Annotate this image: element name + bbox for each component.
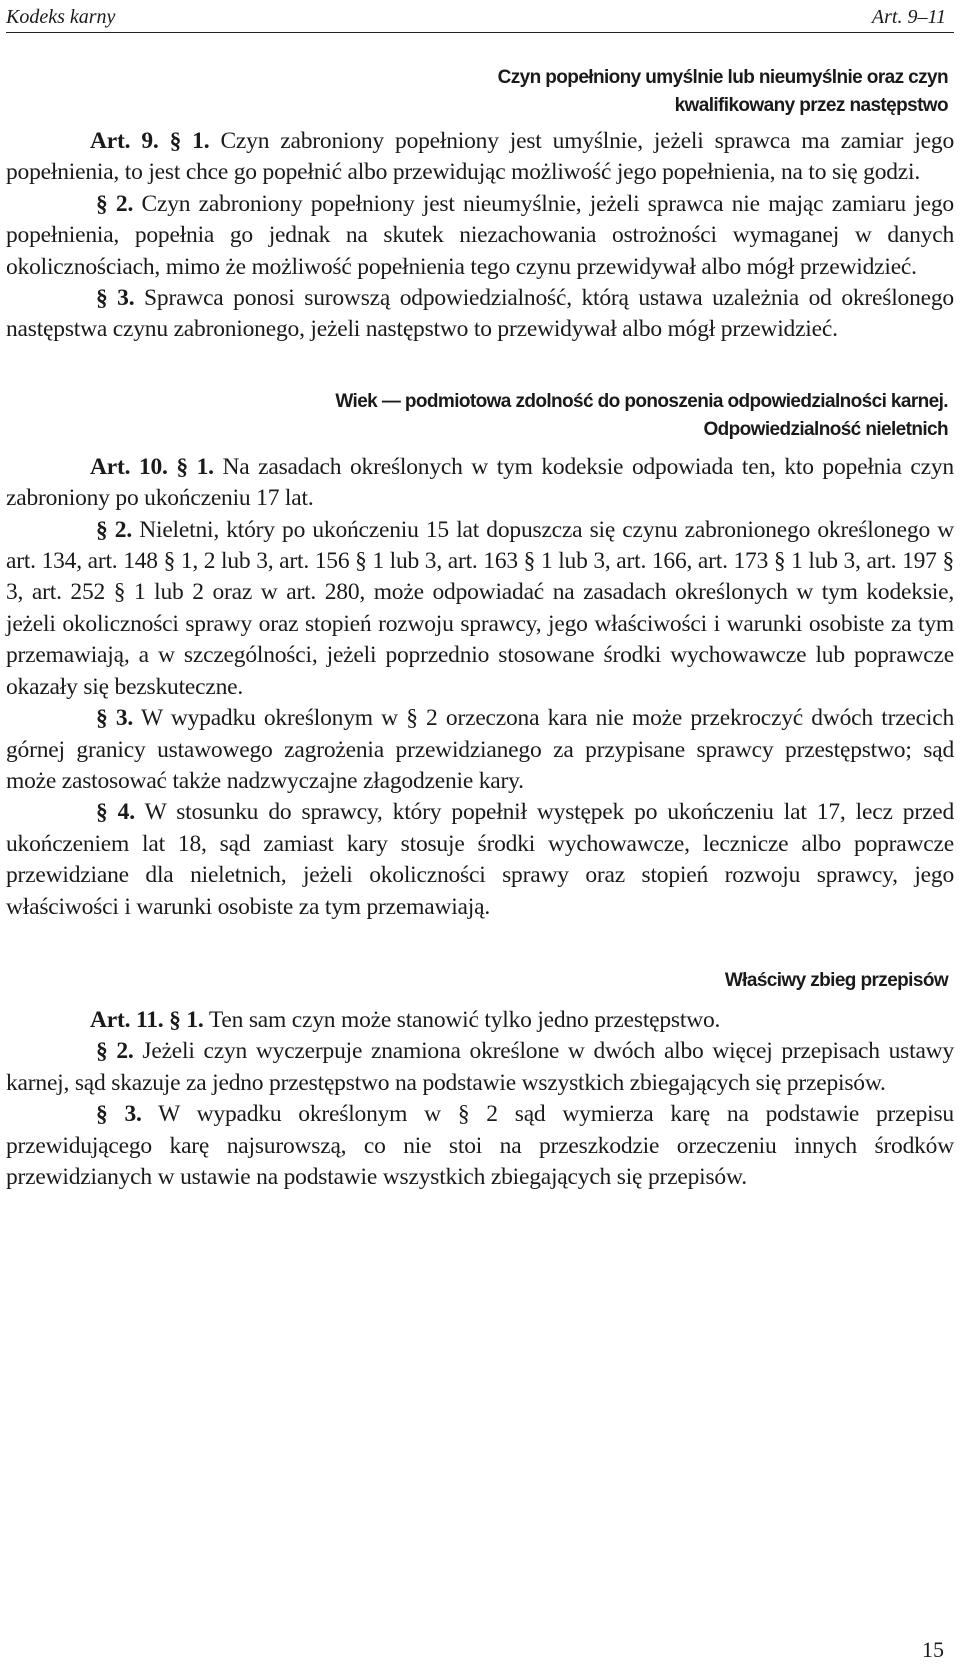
article-11-lead: Art. 11. § 1.: [90, 1006, 204, 1033]
article-10-section-2-text: Nieletni, który po ukończeniu 15 lat dopuszcza się czynu zabronionego określonego w art. 134, art. 148 § 1, 2 lub 3, art. 156 § 1 lub 3, art. 163 § 1 lub 3, art. 166, art. 173 § 1 lub 3, art. 197 § 3, art. 252 § 1 lub 2 oraz w art. 280, może odpowiadać na zasadach określonych w tym kodeksie, jeżeli okoliczności sprawy oraz stopień rozwoju sprawcy, jego właściwości i warunki osobiste za tym przemawiają, a w szczególności, jeżeli poprzednio stosowane środki wychowawcze lub poprawcze okazały się bezskuteczne.: [6, 516, 954, 700]
article-10-section-4: [6, 797, 954, 923]
article-10-heading-line-1: Wiek — podmiotowa zdolność do ponoszenia odpowiedzialności karnej.: [335, 390, 948, 412]
article-11-heading-line-1: Właściwy zbieg przepisów: [724, 969, 948, 991]
article-9-heading: [6, 64, 954, 120]
article-9-section-2: [6, 189, 954, 283]
article-9-section-2-number: § 2.: [96, 190, 134, 217]
article-11-section-2: [6, 1036, 954, 1099]
article-10-section-2: [6, 515, 954, 703]
article-10-heading-line-2: Odpowiedzialność nieletnich: [703, 418, 948, 440]
article-10-section-1-text: Na zasadach określonych w tym kodeksie odpowiada ten, kto popełnia czyn zabroniony po ukończeniu 17 lat.: [6, 453, 954, 512]
article-11-section-2-number: § 2.: [96, 1038, 134, 1065]
article-9-section-1-text: Czyn zabroniony popełniony jest umyślnie, jeżeli sprawca ma zamiar jego popełnienia, to jest chce go popełnić albo przewidując możliwość jego popełnienia, na to się godzi.: [6, 128, 954, 186]
article-10-section-2-number: § 2.: [96, 516, 132, 543]
article-11-section-3: [6, 1099, 954, 1193]
article-9-section-3-number: § 3.: [96, 285, 135, 312]
article-9-section-1: [6, 126, 954, 189]
article-9-heading-line-1: Czyn popełniony umyślnie lub nieumyślnie oraz czyn: [497, 67, 948, 88]
article-11-section-1: [6, 1005, 954, 1036]
article-11-heading: [6, 967, 954, 995]
article-10-section-4-text: W stosunku do sprawcy, który popełnił występek po ukończeniu lat 17, lecz przed ukończeniem lat 18, sąd zamiast kary stosuje środki wychowawcze, lecznicze albo poprawcze przewidziane dla nieletnich, jeżeli okoliczności sprawy oraz stopień rozwoju sprawcy, jego właściwości i warunki osobiste za tym przemawiają.: [6, 799, 954, 920]
article-9-section-3-text: Sprawca ponosi surowszą odpowiedzialność, którą ustawa uzależnia od określonego następstwa czynu zabronionego, jeżeli następstwo to przewidywał albo mógł przewidzieć.: [6, 285, 954, 343]
article-11-section-3-text: W wypadku określonym w § 2 sąd wymierza karę na podstawie przepisu przewidującego karę najsurowszą, co nie stoi na przeszkodzie orzeczeniu innych środków przewidzianych w ustawie na podstawie wszystkich zbiegających się przepisów.: [6, 1101, 954, 1190]
article-10-section-3: [6, 703, 954, 797]
article-10-section-3-number: § 3.: [96, 705, 134, 732]
article-9-section-2-text: Czyn zabroniony popełniony jest nieumyślnie, jeżeli sprawca nie mając zamiaru jego popełnienia, popełnia go jednak na skutek niezachowania ostrożności wymaganej w danych okolicznościach, mimo że możliwość popełnienia tego czynu przewidywał albo mógł przewidzieć.: [6, 190, 954, 280]
article-11-section-3-number: § 3.: [96, 1101, 142, 1128]
article-11-section-1-text: Ten sam czyn może stanowić tylko jedno przestępstwo.: [208, 1006, 721, 1033]
running-header: [6, 4, 954, 33]
article-10-section-3-text: W wypadku określonym w § 2 orzeczona kara nie może przekroczyć dwóch trzecich górnej granicy ustawowego zagrożenia przewidzianego za przypisane sprawcy przestępstwo; sąd może zastosować także nadzwyczajne złagodzenie kary.: [6, 705, 954, 794]
article-9-heading-line-2: kwalifikowany przez następstwo: [674, 95, 948, 116]
article-9-section-3: [6, 283, 954, 346]
article-10-section-1: [6, 452, 954, 515]
article-9-lead: Art. 9. § 1.: [90, 128, 210, 154]
header-article-range: Art. 9–11: [871, 6, 946, 28]
article-10-section-4-number: § 4.: [96, 799, 135, 826]
article-10-heading: [6, 388, 954, 444]
page-content: [6, 64, 954, 1193]
article-10-lead: Art. 10. § 1.: [90, 453, 214, 480]
page-number: 15: [922, 1637, 944, 1662]
header-title: Kodeks karny: [6, 6, 116, 28]
article-11-section-2-text: Jeżeli czyn wyczerpuje znamiona określone w dwóch albo więcej przepisach ustawy karnej, sąd skazuje za jedno przestępstwo na podstawie wszystkich zbiegających się przepisów.: [6, 1038, 954, 1096]
